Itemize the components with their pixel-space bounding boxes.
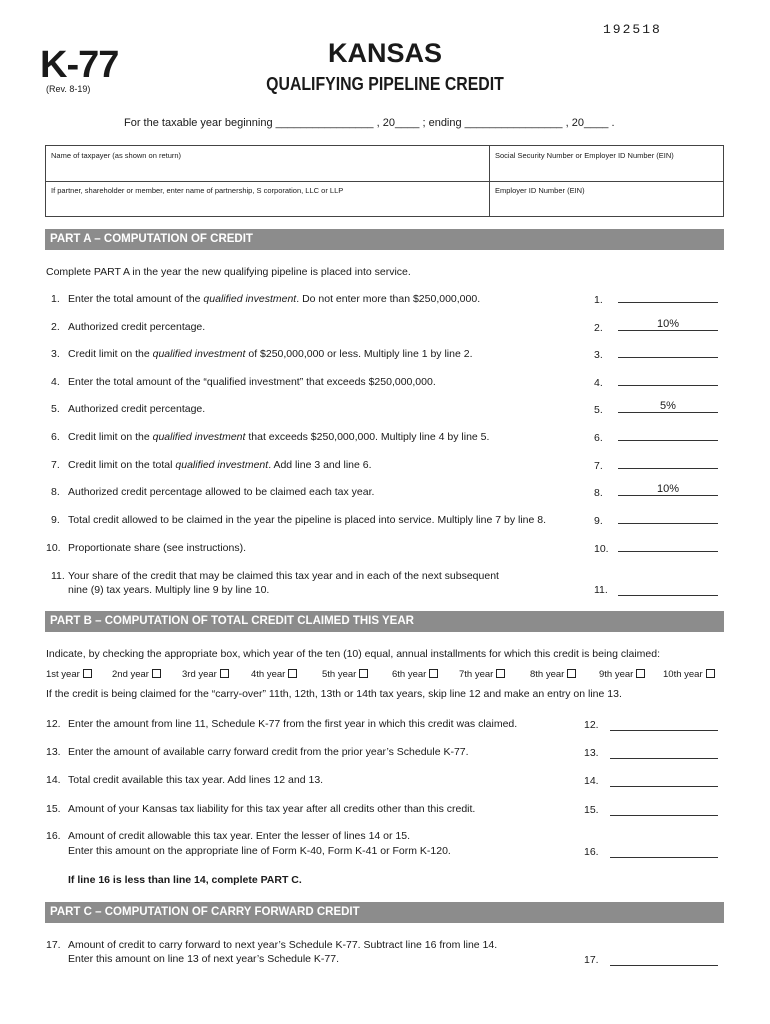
year-label: 7th year <box>459 669 494 680</box>
line-text-part: . Add line 3 and line 6. <box>268 459 372 471</box>
line-7-label: 7. <box>594 460 603 472</box>
line-4-input[interactable] <box>618 373 718 386</box>
line-16-input[interactable] <box>610 845 718 858</box>
year-label: 9th year <box>599 669 634 680</box>
line-text-part: Credit limit on the <box>68 431 153 443</box>
year-option-7 <box>459 669 505 680</box>
line-11-text-cont: nine (9) tax years. Multiply line 9 by line 10. <box>68 584 270 596</box>
line-8-label: 8. <box>594 487 603 499</box>
line-9-label: 9. <box>594 515 603 527</box>
line-9-number: 9. <box>51 514 60 526</box>
year-checkbox[interactable] <box>83 669 92 678</box>
line-text-part: Credit limit on the total <box>68 459 176 471</box>
line-17-number: 17. <box>46 939 61 951</box>
line-13-text: Enter the amount of available carry forward credit from the prior year’s Schedule K-77. <box>68 746 469 758</box>
line-4-label: 4. <box>594 377 603 389</box>
line-text-emphasis: qualified investment <box>152 431 246 443</box>
line-12-input[interactable] <box>610 718 718 731</box>
line-9-text <box>68 514 546 526</box>
line-7-number: 7. <box>51 459 60 471</box>
line-11-label: 11. <box>594 584 608 596</box>
line-4-text <box>68 376 436 388</box>
line-text-part: Credit limit on the <box>68 348 153 360</box>
tax-year-line[interactable]: For the taxable year beginning ________________ , 20____ ; ending ________________ , 20____ . <box>124 117 615 129</box>
form-title: QUALIFYING PIPELINE CREDIT <box>266 74 504 94</box>
ssn-field[interactable]: Social Security Number or Employer ID Number (EIN) <box>495 151 674 160</box>
year-option-3 <box>182 669 229 680</box>
part-b-intro: Indicate, by checking the appropriate box, which year of the ten (10) equal, annual installments for which this credit is being claimed: <box>46 648 661 660</box>
line-text-part: Authorized credit percentage allowed to be claimed each tax year. <box>68 486 375 498</box>
part-a-intro: Complete PART A in the year the new qualifying pipeline is placed into service. <box>46 266 411 278</box>
line-text-emphasis: qualified investment <box>175 459 269 471</box>
divider <box>46 181 723 182</box>
line-5-input[interactable]: 5% <box>618 400 718 413</box>
line-10-text <box>68 542 246 554</box>
line-17-label: 17. <box>584 954 599 966</box>
line-14-label: 14. <box>584 775 599 787</box>
line-text-part: Authorized credit percentage. <box>68 403 206 415</box>
line-7-input[interactable] <box>618 456 718 469</box>
line-6-number: 6. <box>51 431 60 443</box>
line-text-part: Authorized credit percentage. <box>68 321 206 333</box>
line-15-number: 15. <box>46 803 61 815</box>
year-checkbox[interactable] <box>567 669 576 678</box>
line-8-input[interactable]: 10% <box>618 483 718 496</box>
line-15-text: Amount of your Kansas tax liability for this tax year after all credits other than this credit. <box>68 803 476 815</box>
year-label: 5th year <box>322 669 357 680</box>
line-1-text <box>68 293 480 305</box>
part-c-header: PART C – COMPUTATION OF CARRY FORWARD CREDIT <box>45 902 724 923</box>
year-checkbox[interactable] <box>288 669 297 678</box>
line-1-number: 1. <box>51 293 60 305</box>
line-16-text: Amount of credit allowable this tax year. Enter the lesser of lines 14 or 15. <box>68 830 411 842</box>
line-5-label: 5. <box>594 404 603 416</box>
line-17-text: Amount of credit to carry forward to next year’s Schedule K-77. Subtract line 16 from line 14. <box>68 939 498 951</box>
divider <box>489 146 490 216</box>
year-checkbox[interactable] <box>636 669 645 678</box>
line-11-text: Your share of the credit that may be claimed this tax year and in each of the next subsequent <box>68 570 499 582</box>
line-text-part: . Do not enter more than $250,000,000. <box>296 293 481 305</box>
line-16-label: 16. <box>584 846 599 858</box>
year-option-8 <box>530 669 576 680</box>
year-label: 3rd year <box>182 669 217 680</box>
line-10-number: 10. <box>46 542 61 554</box>
line-2-input[interactable]: 10% <box>618 318 718 331</box>
part-b-header: PART B – COMPUTATION OF TOTAL CREDIT CLAIMED THIS YEAR <box>45 611 724 632</box>
line-5-text <box>68 403 205 415</box>
taxpayer-name-field[interactable]: Name of taxpayer (as shown on return) <box>51 151 182 160</box>
line-13-input[interactable] <box>610 746 718 759</box>
line-text-part: Enter the total amount of the “qualified investment” that exceeds $250,000,000. <box>68 376 436 388</box>
form-barcode-number: 192518 <box>603 22 662 37</box>
line-12-number: 12. <box>46 718 61 730</box>
line-14-number: 14. <box>46 774 61 786</box>
line-10-input[interactable] <box>618 539 718 552</box>
line-16-number: 16. <box>46 830 61 842</box>
revision-date: (Rev. 8-19) <box>46 84 91 94</box>
line-11-number: 11. <box>51 570 65 582</box>
year-label: 10th year <box>663 669 703 680</box>
line-3-text <box>68 348 473 360</box>
line-text-emphasis: qualified investment <box>152 348 246 360</box>
partnership-name-field[interactable]: If partner, shareholder or member, enter name of partnership, S corporation, LLC or LLP <box>51 186 344 195</box>
part-c-instruction: If line 16 is less than line 14, complete PART C. <box>68 874 302 886</box>
year-checkbox[interactable] <box>359 669 368 678</box>
year-option-9 <box>599 669 645 680</box>
year-checkbox[interactable] <box>429 669 438 678</box>
line-2-text <box>68 321 205 333</box>
year-checkbox[interactable] <box>152 669 161 678</box>
line-11-input[interactable] <box>618 583 718 596</box>
line-10-label: 10. <box>594 543 609 555</box>
line-3-label: 3. <box>594 349 603 361</box>
year-label: 2nd year <box>112 669 149 680</box>
form-id: K-77 <box>40 44 119 86</box>
taxpayer-id-box <box>45 145 724 217</box>
line-4-number: 4. <box>51 376 60 388</box>
line-15-input[interactable] <box>610 803 718 816</box>
carryover-note: If the credit is being claimed for the “carry-over” 11th, 12th, 13th or 14th tax years, skip line 12 and make an entry on line 13. <box>46 688 622 700</box>
line-text-part: Enter the total amount of the <box>68 293 204 305</box>
part-a-header: PART A – COMPUTATION OF CREDIT <box>45 229 724 250</box>
line-3-input[interactable] <box>618 345 718 358</box>
line-14-text: Total credit available this tax year. Add lines 12 and 13. <box>68 774 324 786</box>
line-12-label: 12. <box>584 719 599 731</box>
year-label: 1st year <box>46 669 80 680</box>
line-3-number: 3. <box>51 348 60 360</box>
year-checkbox[interactable] <box>706 669 715 678</box>
state-title: KANSAS <box>327 38 442 68</box>
line-2-number: 2. <box>51 321 60 333</box>
year-checkbox[interactable] <box>496 669 505 678</box>
line-text-part: that exceeds $250,000,000. Multiply line 4 by line 5. <box>245 431 490 443</box>
line-text-part: Total credit allowed to be claimed in the year the pipeline is placed into service. Multiply line 7 by line 8. <box>68 514 547 526</box>
line-17-text-cont: Enter this amount on line 13 of next year’s Schedule K-77. <box>68 953 340 965</box>
line-text-part: Proportionate share (see instructions). <box>68 542 247 554</box>
year-label: 6th year <box>392 669 427 680</box>
year-label: 8th year <box>530 669 565 680</box>
year-checkbox[interactable] <box>220 669 229 678</box>
line-1-label: 1. <box>594 294 603 306</box>
ein-field[interactable]: Employer ID Number (EIN) <box>495 186 585 195</box>
line-6-text <box>68 431 489 443</box>
line-2-label: 2. <box>594 322 603 334</box>
year-option-10 <box>663 669 715 680</box>
line-8-number: 8. <box>51 486 60 498</box>
line-12-text: Enter the amount from line 11, Schedule K-77 from the first year in which this credit was claimed. <box>68 718 518 730</box>
line-text-part: of $250,000,000 or less. Multiply line 1 by line 2. <box>245 348 473 360</box>
line-16-text-cont: Enter this amount on the appropriate line of Form K-40, Form K-41 or Form K-120. <box>68 845 451 857</box>
line-5-number: 5. <box>51 403 60 415</box>
line-17-input[interactable] <box>610 953 718 966</box>
year-option-4 <box>251 669 297 680</box>
year-label: 4th year <box>251 669 286 680</box>
line-8-text <box>68 486 374 498</box>
line-7-text <box>68 459 372 471</box>
year-option-6 <box>392 669 438 680</box>
line-6-label: 6. <box>594 432 603 444</box>
line-9-input[interactable] <box>618 511 718 524</box>
year-option-1 <box>46 669 92 680</box>
line-13-label: 13. <box>584 747 599 759</box>
year-option-2 <box>112 669 161 680</box>
line-text-emphasis: qualified investment <box>203 293 297 305</box>
line-14-input[interactable] <box>610 774 718 787</box>
year-option-5 <box>322 669 368 680</box>
line-15-label: 15. <box>584 804 599 816</box>
line-1-input[interactable] <box>618 290 718 303</box>
line-13-number: 13. <box>46 746 61 758</box>
line-6-input[interactable] <box>618 428 718 441</box>
